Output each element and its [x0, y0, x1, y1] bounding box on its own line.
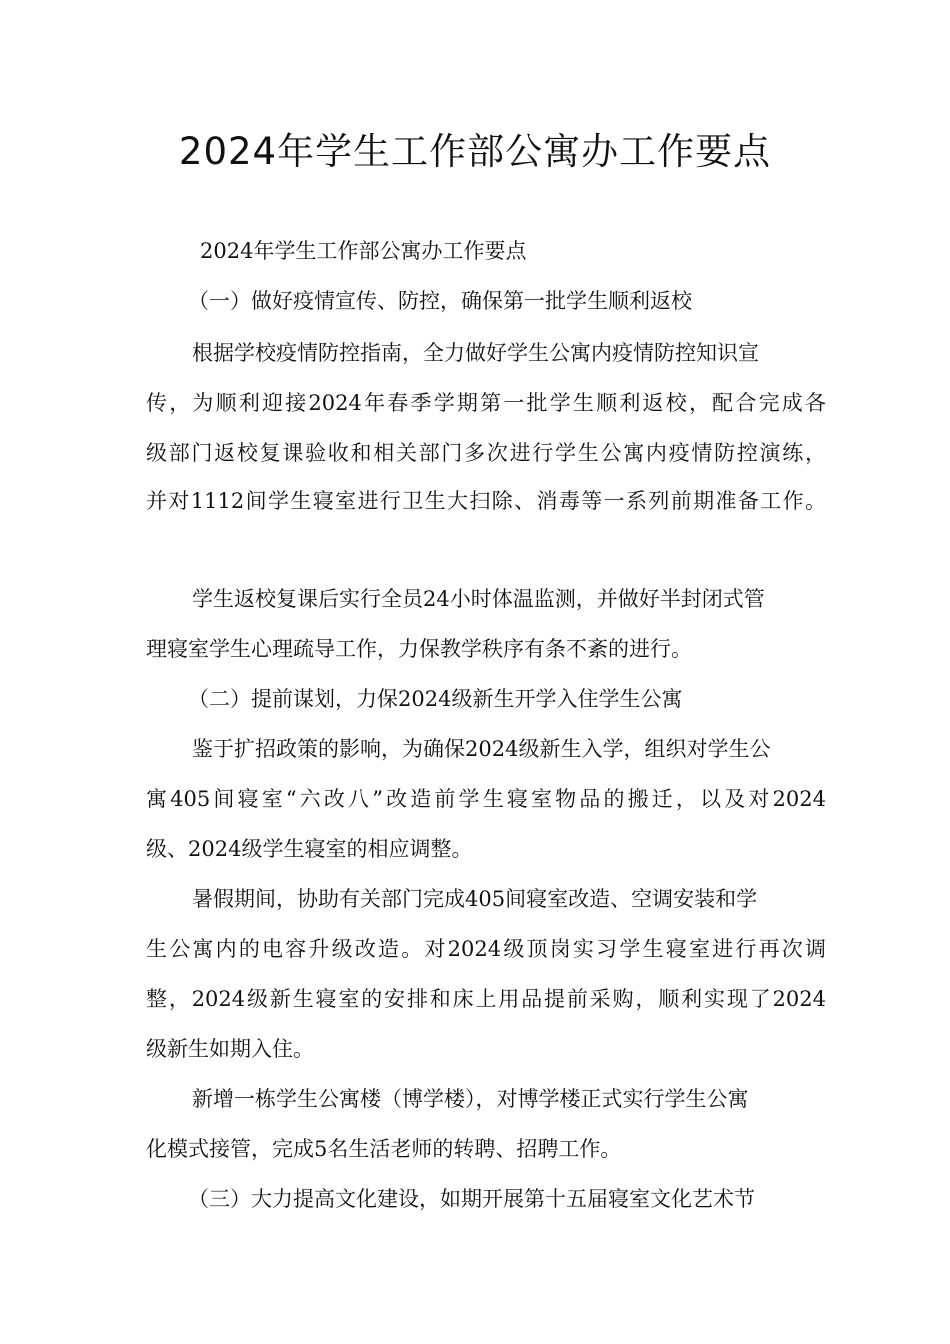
paragraph-line: 暑假期间，协助有关部门完成405间寝室改造、空调安装和学 [192, 887, 758, 911]
paragraph-line: 学生返校复课后实行全员24小时体温监测，并做好半封闭式管 [192, 587, 765, 611]
paragraph-line: 传，为顺利迎接2024年春季学期第一批学生顺利返校，配合完成各 [146, 391, 826, 415]
section-heading-3: （三）大力提高文化建设，如期开展第十五届寝室文化艺术节 [188, 1187, 755, 1211]
paragraph-line: 整，2024级新生寝室的安排和床上用品提前采购，顺利实现了2024 [146, 987, 826, 1011]
paragraph-line: 新增一栋学生公寓楼（博学楼），对博学楼正式实行学生公寓 [192, 1087, 749, 1111]
subtitle-line: 2024年学生工作部公寓办工作要点 [200, 239, 527, 263]
paragraph-line: 级部门返校复课验收和相关部门多次进行学生公寓内疫情防控演练， [146, 441, 826, 465]
paragraph-line: 鉴于扩招政策的影响，为确保2024级新生入学，组织对学生公 [192, 737, 771, 761]
section-heading-2: （二）提前谋划，力保2024级新生开学入住学生公寓 [188, 687, 683, 711]
paragraph-line: 寓405间寝室“六改八”改造前学生寝室物品的搬迁，以及对2024 [146, 787, 826, 811]
paragraph-line: 生公寓内的电容升级改造。对2024级顶岗实习学生寝室进行再次调 [146, 937, 826, 961]
paragraph-line: 级、2024级学生寝室的相应调整。 [146, 837, 473, 861]
paragraph-line: 化模式接管，完成5名生活老师的转聘、招聘工作。 [146, 1137, 622, 1161]
paragraph-line: 并对1112间学生寝室进行卫生大扫除、消毒等一系列前期准备工作。 [146, 489, 826, 513]
paragraph-line: 理寝室学生心理疏导工作，力保教学秩序有条不紊的进行。 [146, 637, 692, 661]
document-title: 2024年学生工作部公寓办工作要点 [178, 130, 772, 173]
paragraph-line: 根据学校疫情防控指南，全力做好学生公寓内疫情防控知识宣 [192, 341, 759, 365]
paragraph-line: 级新生如期入住。 [146, 1037, 314, 1061]
section-heading-1: （一）做好疫情宣传、防控，确保第一批学生顺利返校 [188, 289, 692, 313]
